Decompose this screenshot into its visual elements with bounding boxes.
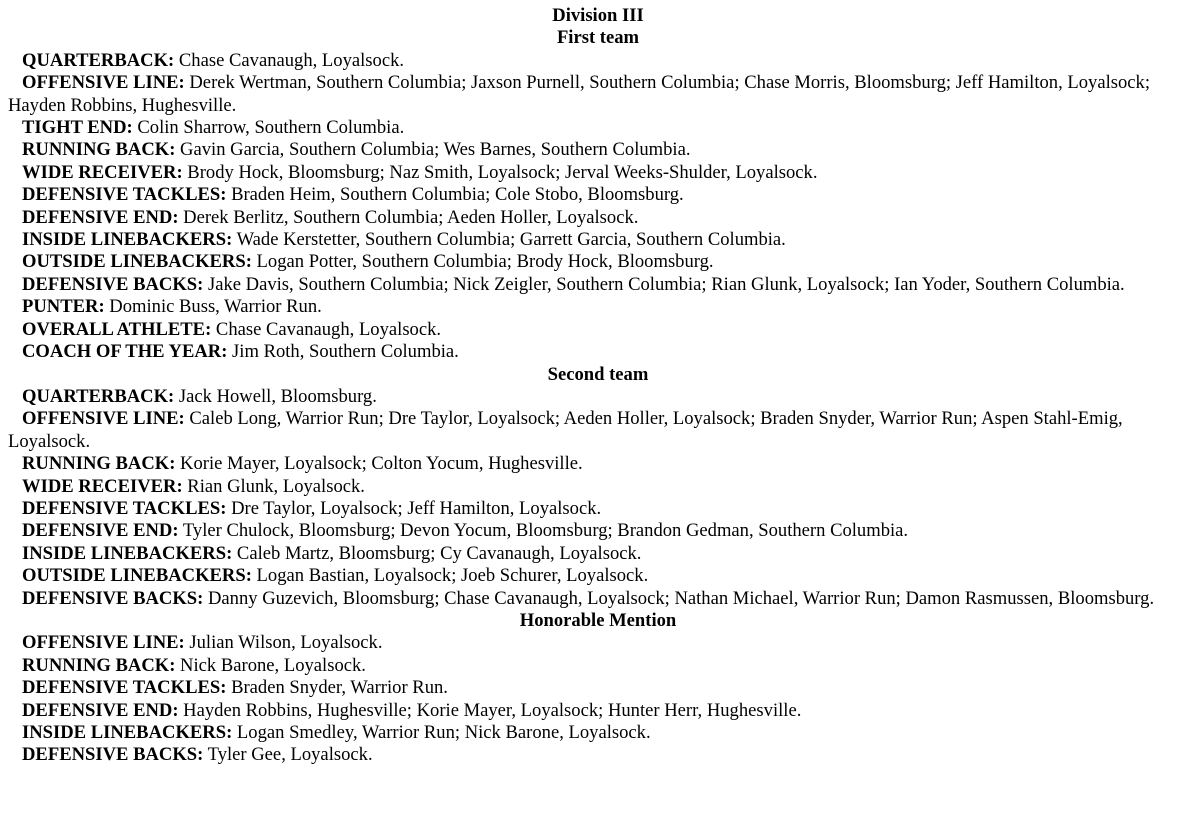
roster-entry	[8, 632, 1188, 654]
players-text: Jim Roth, Southern Columbia.	[227, 341, 459, 363]
players-text: Hayden Robbins, Hughesville; Korie Mayer, Loyalsock; Hunter Herr, Hughesville.	[178, 699, 802, 721]
players-text: Derek Wertman, Southern Columbia; Jaxson Purnell, Southern Columbia; Chase Morris, Bloomsburg; Jeff Hamilton, Loyalsock; Hayden Robbins, Hughesville.	[8, 72, 1151, 116]
position-label: DEFENSIVE BACKS:	[22, 744, 204, 766]
position-label: RUNNING BACK:	[22, 654, 176, 676]
position-label: OVERALL ATHLETE:	[22, 318, 212, 340]
position-label: OFFENSIVE LINE:	[22, 408, 185, 430]
players-text: Colin Sharrow, Southern Columbia.	[132, 117, 405, 139]
position-label: DEFENSIVE END:	[22, 699, 179, 721]
roster-entry	[8, 274, 1188, 296]
roster-entry	[8, 229, 1188, 251]
position-label: DEFENSIVE BACKS:	[22, 273, 204, 295]
position-label: WIDE RECEIVER:	[22, 475, 183, 497]
roster-entry	[8, 50, 1188, 72]
position-label: INSIDE LINEBACKERS:	[22, 542, 233, 564]
players-text: Caleb Martz, Bloomsburg; Cy Cavanaugh, Loyalsock.	[232, 542, 642, 564]
position-label: TIGHT END:	[22, 117, 133, 139]
players-text: Chase Cavanaugh, Loyalsock.	[174, 49, 405, 71]
position-label: DEFENSIVE END:	[22, 520, 179, 542]
section-first-team	[8, 27, 1188, 363]
players-text: Wade Kerstetter, Southern Columbia; Garrett Garcia, Southern Columbia.	[232, 229, 786, 251]
position-label: QUARTERBACK:	[22, 49, 175, 71]
players-text: Derek Berlitz, Southern Columbia; Aeden Holler, Loyalsock.	[178, 206, 639, 228]
roster-entry	[8, 162, 1188, 184]
position-label: DEFENSIVE TACKLES:	[22, 184, 227, 206]
roster-entry	[8, 543, 1188, 565]
position-label: DEFENSIVE TACKLES:	[22, 497, 227, 519]
position-label: QUARTERBACK:	[22, 385, 175, 407]
players-text: Gavin Garcia, Southern Columbia; Wes Barnes, Southern Columbia.	[175, 139, 691, 161]
roster-entry	[8, 588, 1188, 610]
roster-entry	[8, 722, 1188, 744]
roster-entry	[8, 184, 1188, 206]
position-label: INSIDE LINEBACKERS:	[22, 229, 233, 251]
section-title: Honorable Mention	[519, 609, 677, 631]
roster-entry	[8, 117, 1188, 139]
roster-entry	[8, 139, 1188, 161]
roster-entry	[8, 296, 1188, 318]
position-label: OUTSIDE LINEBACKERS:	[22, 565, 252, 587]
players-text: Dre Taylor, Loyalsock; Jeff Hamilton, Loyalsock.	[226, 497, 602, 519]
players-text: Logan Potter, Southern Columbia; Brody Hock, Bloomsburg.	[251, 251, 714, 273]
players-text: Braden Heim, Southern Columbia; Cole Stobo, Bloomsburg.	[226, 184, 684, 206]
roster-entry	[8, 498, 1188, 520]
position-label: DEFENSIVE TACKLES:	[22, 677, 227, 699]
division-title: Division III	[552, 5, 644, 26]
position-label: RUNNING BACK:	[22, 453, 176, 475]
roster-entry	[8, 744, 1188, 766]
players-text: Jack Howell, Bloomsburg.	[174, 385, 377, 407]
position-label: OFFENSIVE LINE:	[22, 72, 185, 94]
roster-entry	[8, 386, 1188, 408]
roster-entry	[8, 655, 1188, 677]
roster-entry	[8, 319, 1188, 341]
sections-container	[8, 27, 1188, 766]
position-label: WIDE RECEIVER:	[22, 161, 183, 183]
players-text: Tyler Gee, Loyalsock.	[203, 744, 373, 766]
section-honorable-mention	[8, 610, 1188, 767]
players-text: Rian Glunk, Loyalsock.	[182, 475, 365, 497]
players-text: Korie Mayer, Loyalsock; Colton Yocum, Hughesville.	[175, 453, 583, 475]
position-label: OUTSIDE LINEBACKERS:	[22, 251, 252, 273]
players-text: Tyler Chulock, Bloomsburg; Devon Yocum, Bloomsburg; Brandon Gedman, Southern Columbia.	[178, 520, 909, 542]
roster-entry	[8, 341, 1188, 363]
section-title: First team	[556, 27, 640, 49]
roster-entry	[8, 677, 1188, 699]
players-text: Julian Wilson, Loyalsock.	[184, 632, 383, 654]
section-second-team	[8, 364, 1188, 610]
position-label: PUNTER:	[22, 296, 105, 318]
position-label: INSIDE LINEBACKERS:	[22, 722, 233, 743]
roster-entry	[8, 72, 1188, 117]
players-text: Brody Hock, Bloomsburg; Naz Smith, Loyalsock; Jerval Weeks-Shulder, Loyalsock.	[182, 161, 818, 183]
position-label: OFFENSIVE LINE:	[22, 632, 185, 654]
position-label: RUNNING BACK:	[22, 139, 176, 161]
roster-entry	[8, 408, 1188, 453]
players-text: Logan Smedley, Warrior Run; Nick Barone, Loyalsock.	[232, 722, 651, 743]
players-text: Nick Barone, Loyalsock.	[175, 654, 366, 676]
roster-entry	[8, 520, 1188, 542]
roster-entry	[8, 207, 1188, 229]
players-text: Jake Davis, Southern Columbia; Nick Zeigler, Southern Columbia; Rian Glunk, Loyalsock; Ian Yoder, Southern Columbia.	[203, 273, 1125, 295]
players-text: Braden Snyder, Warrior Run.	[226, 677, 448, 699]
players-text: Danny Guzevich, Bloomsburg; Chase Cavanaugh, Loyalsock; Nathan Michael, Warrior Run; Damon Rasmussen, Bloomsburg.	[203, 587, 1155, 609]
players-text: Caleb Long, Warrior Run; Dre Taylor, Loyalsock; Aeden Holler, Loyalsock; Braden Snyder, Warrior Run; Aspen Stahl-Emig, Loyalsock.	[8, 408, 1123, 452]
section-title: Second team	[547, 363, 649, 385]
roster-entry	[8, 251, 1188, 273]
position-label: COACH OF THE YEAR:	[22, 341, 228, 363]
players-text: Dominic Buss, Warrior Run.	[104, 296, 322, 318]
position-label: DEFENSIVE END:	[22, 206, 179, 228]
roster-entry	[8, 700, 1188, 722]
position-label: DEFENSIVE BACKS:	[22, 587, 204, 609]
players-text: Chase Cavanaugh, Loyalsock.	[211, 318, 442, 340]
roster-entry	[8, 453, 1188, 475]
roster-entry	[8, 476, 1188, 498]
players-text: Logan Bastian, Loyalsock; Joeb Schurer, Loyalsock.	[251, 565, 649, 587]
roster-entry	[8, 565, 1188, 587]
